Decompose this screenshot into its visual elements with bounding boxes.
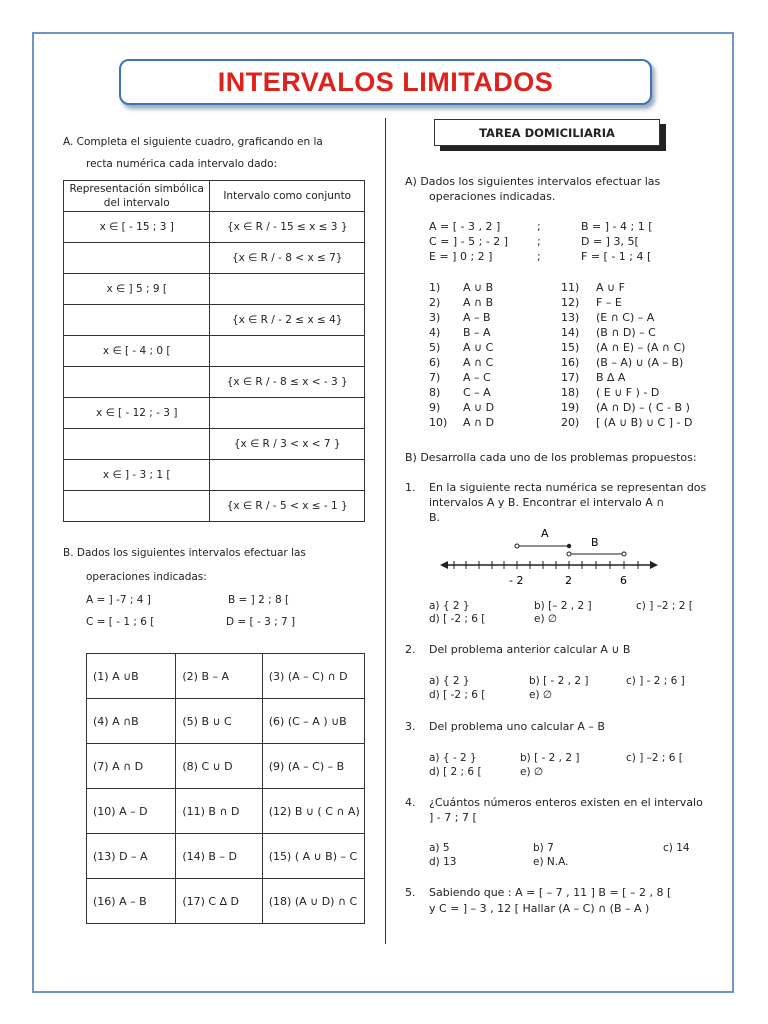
tick-label: 2	[565, 574, 572, 587]
set-cell[interactable]: {x ∈ R / - 2 ≤ x ≤ 4}	[210, 305, 365, 336]
p1-option[interactable]: e) ∅	[534, 613, 558, 625]
p3-option[interactable]: d) [ 2 ; 6 [	[429, 766, 482, 778]
p2-option[interactable]: b) [ - 2 , 2 ]	[529, 675, 589, 687]
interval-b-end-open	[622, 552, 626, 556]
set-cell[interactable]: {x ∈ R / - 8 < x ≤ 7}	[210, 243, 365, 274]
def-semi-1: ;	[537, 220, 541, 233]
section-b-instruction-line1: B. Dados los siguientes intervalos efectuar las	[63, 547, 306, 559]
p5-number: 5.	[405, 886, 416, 899]
grid-cell[interactable]: (17) C ∆ D	[176, 879, 262, 924]
label-b: B	[591, 536, 599, 549]
op-expr: (B ∩ D) – C	[596, 326, 656, 339]
set-cell[interactable]	[210, 460, 365, 491]
p1-line3: B.	[429, 511, 441, 524]
op-expr: A ∪ B	[463, 281, 494, 294]
table-row	[64, 305, 365, 336]
def-left-1: A = [ - 3 , 2 ]	[429, 220, 501, 233]
tick-label: - 2	[509, 574, 524, 587]
op-expr: A ∪ D	[463, 401, 495, 414]
grid-row	[87, 834, 365, 879]
grid-cell[interactable]: (7) A ∩ D	[87, 744, 176, 789]
op-num: 7)	[429, 371, 441, 384]
op-num: 12)	[561, 296, 580, 309]
column-divider	[385, 118, 386, 944]
op-expr: (E ∩ C) – A	[596, 311, 655, 324]
op-num: 17)	[561, 371, 580, 384]
grid-cell[interactable]: (12) B ∪ ( C ∩ A)	[262, 789, 364, 834]
set-cell[interactable]	[210, 398, 365, 429]
op-expr: A – C	[463, 371, 491, 384]
op-num: 10)	[429, 416, 448, 429]
def-right-3: F = [ - 1 ; 4 [	[581, 250, 652, 263]
op-expr: B – A	[463, 326, 491, 339]
op-expr: A ∪ F	[596, 281, 625, 294]
op-expr: A ∪ C	[463, 341, 494, 354]
page-title: INTERVALOS LIMITADOS	[217, 67, 554, 97]
p2-option[interactable]: a) { 2 }	[429, 675, 470, 687]
p5-line1: Sabiendo que : A = [ – 7 , 11 ] B = [ – 2 , 8 [	[429, 886, 672, 899]
op-expr: B ∆ A	[596, 371, 626, 384]
symbolic-cell[interactable]: x ∈ [ - 15 ; 3 ]	[64, 212, 210, 243]
tick-label: 6	[620, 574, 627, 587]
grid-cell[interactable]: (6) (C – A ) ∪B	[262, 699, 364, 744]
p2-option[interactable]: d) [ -2 ; 6 [	[429, 689, 486, 701]
p1-line1: En la siguiente recta numérica se representan dos	[429, 481, 707, 494]
symbolic-cell[interactable]	[64, 243, 210, 274]
p1-option[interactable]: b) [– 2 , 2 ]	[534, 600, 592, 612]
p2-option[interactable]: e) ∅	[529, 689, 553, 701]
def-left-2: C = ] - 5 ; - 2 ]	[429, 235, 509, 248]
grid-cell[interactable]: (2) B – A	[176, 654, 262, 699]
table-row	[64, 274, 365, 305]
p4-number: 4.	[405, 796, 416, 809]
grid-cell[interactable]: (1) A ∪B	[87, 654, 176, 699]
op-expr: A ∩ C	[463, 356, 494, 369]
number-line-diagram	[440, 526, 660, 588]
grid-cell[interactable]: (8) C ∪ D	[176, 744, 262, 789]
header-symbolic: Representación simbólica del intervalo	[64, 181, 210, 212]
p3-option[interactable]: e) ∅	[520, 766, 544, 778]
op-num: 15)	[561, 341, 580, 354]
op-expr: (A ∩ E) – (A ∩ C)	[596, 341, 686, 354]
table-header-row	[64, 181, 365, 212]
op-expr: [ (A ∪ B) ∪ C ] - D	[596, 416, 693, 429]
grid-cell[interactable]: (9) (A – C) – B	[262, 744, 364, 789]
grid-row	[87, 789, 365, 834]
arrow-right-icon	[650, 561, 658, 569]
grid-cell[interactable]: (11) B ∩ D	[176, 789, 262, 834]
op-num: 18)	[561, 386, 580, 399]
grid-row	[87, 699, 365, 744]
p2-option[interactable]: c) ] - 2 ; 6 ]	[626, 675, 685, 687]
op-expr: A ∩ B	[463, 296, 494, 309]
p1-option[interactable]: d) [ -2 ; 6 [	[429, 613, 486, 625]
symbolic-cell[interactable]: x ∈ ] 5 ; 9 [	[64, 274, 210, 305]
p4-option[interactable]: a) 5	[429, 842, 450, 854]
label-a: A	[541, 527, 549, 540]
table-row	[64, 336, 365, 367]
op-num: 8)	[429, 386, 441, 399]
section-b-instruction-line2: operaciones indicadas:	[86, 571, 207, 583]
interval-b-start-open	[567, 552, 571, 556]
symbolic-cell[interactable]: x ∈ [ - 12 ; - 3 ]	[64, 398, 210, 429]
grid-row	[87, 744, 365, 789]
p3-text: Del problema uno calcular A – B	[429, 720, 605, 733]
op-num: 4)	[429, 326, 441, 339]
table-row	[64, 398, 365, 429]
op-num: 5)	[429, 341, 441, 354]
title-banner	[119, 59, 652, 105]
op-expr: (A ∩ D) – ( C - B )	[596, 401, 690, 414]
p3-option[interactable]: c) ] –2 ; 6 [	[626, 752, 683, 764]
symbolic-cell[interactable]: x ∈ ] - 3 ; 1 [	[64, 460, 210, 491]
def-d: D = [ - 3 ; 7 ]	[226, 616, 296, 628]
def-a: A = ] -7 ; 4 ]	[86, 594, 151, 606]
table-row	[64, 429, 365, 460]
p1-option[interactable]: a) { 2 }	[429, 600, 470, 612]
table-row	[64, 491, 365, 522]
symbolic-cell[interactable]	[64, 491, 210, 522]
grid-cell[interactable]: (10) A – D	[87, 789, 176, 834]
symbolic-cell[interactable]: x ∈ [ - 4 ; 0 [	[64, 336, 210, 367]
table-row	[64, 243, 365, 274]
op-expr: (B – A) ∪ (A – B)	[596, 356, 684, 369]
def-right-1: B = ] - 4 ; 1 [	[581, 220, 653, 233]
tarea-a-line1: A) Dados los siguientes intervalos efectuar las	[405, 175, 661, 188]
symbolic-cell[interactable]	[64, 305, 210, 336]
p4-option[interactable]: d) 13	[429, 856, 457, 868]
p3-number: 3.	[405, 720, 416, 733]
p1-option[interactable]: c) ] –2 ; 2 [	[636, 600, 693, 612]
grid-cell[interactable]: (16) A – B	[87, 879, 176, 924]
p2-number: 2.	[405, 643, 416, 656]
def-b: B = ] 2 ; 8 [	[228, 594, 290, 606]
p4-line2: ] - 7 ; 7 [	[429, 811, 477, 824]
p3-option[interactable]: a) { - 2 }	[429, 752, 477, 764]
grid-cell[interactable]: (3) (A – C) ∩ D	[262, 654, 364, 699]
op-expr: A ∩ D	[463, 416, 495, 429]
p1-number: 1.	[405, 481, 416, 494]
op-num: 9)	[429, 401, 441, 414]
op-expr: ( E ∪ F ) - D	[596, 386, 660, 399]
interval-a-end-closed	[567, 544, 571, 548]
grid-cell[interactable]: (13) D – A	[87, 834, 176, 879]
table-row	[64, 367, 365, 398]
p2-text: Del problema anterior calcular A ∪ B	[429, 643, 631, 656]
op-num: 16)	[561, 356, 580, 369]
section-a-instruction-line2: recta numérica cada intervalo dado:	[86, 158, 278, 170]
p4-option[interactable]: b) 7	[533, 842, 554, 854]
def-left-3: E = ] 0 ; 2 ]	[429, 250, 493, 263]
interval-a-start-open	[515, 544, 519, 548]
set-cell[interactable]	[210, 336, 365, 367]
op-num: 20)	[561, 416, 580, 429]
op-expr: A – B	[463, 311, 491, 324]
tarea-banner	[434, 119, 667, 150]
op-expr: F – E	[596, 296, 622, 309]
op-num: 13)	[561, 311, 580, 324]
grid-cell[interactable]: (14) B – D	[176, 834, 262, 879]
op-num: 19)	[561, 401, 580, 414]
p4-option[interactable]: e) N.A.	[533, 856, 569, 868]
interval-table	[63, 180, 365, 522]
grid-cell[interactable]: (5) B ∪ C	[176, 699, 262, 744]
section-a-instruction-line1: A. Completa el siguiente cuadro, graficando en la	[63, 136, 323, 148]
def-c: C = [ - 1 ; 6 [	[86, 616, 155, 628]
symbolic-cell[interactable]	[64, 429, 210, 460]
operations-grid	[86, 653, 365, 924]
tarea-a-line2: operaciones indicadas.	[429, 190, 556, 203]
p5-line2: y C = ] – 3 , 12 [ Hallar (A – C) ∩ (B – A )	[429, 902, 650, 915]
def-semi-3: ;	[537, 250, 541, 263]
table-row	[64, 212, 365, 243]
op-num: 2)	[429, 296, 441, 309]
symbolic-cell[interactable]	[64, 367, 210, 398]
set-cell[interactable]: {x ∈ R / 3 < x < 7 }	[210, 429, 365, 460]
def-semi-2: ;	[537, 235, 541, 248]
table-row	[64, 460, 365, 491]
p3-option[interactable]: b) [ - 2 , 2 ]	[520, 752, 580, 764]
set-cell[interactable]	[210, 274, 365, 305]
set-cell[interactable]: {x ∈ R / - 15 ≤ x ≤ 3 }	[210, 212, 365, 243]
grid-cell[interactable]: (15) ( A ∪ B) – C	[262, 834, 364, 879]
grid-row	[87, 879, 365, 924]
op-num: 14)	[561, 326, 580, 339]
op-expr: C – A	[463, 386, 491, 399]
grid-cell[interactable]: (18) (A ∪ D) ∩ C	[262, 879, 364, 924]
op-num: 1)	[429, 281, 441, 294]
arrow-left-icon	[440, 561, 448, 569]
set-cell[interactable]: {x ∈ R / - 8 ≤ x < - 3 }	[210, 367, 365, 398]
def-right-2: D = ] 3, 5[	[581, 235, 639, 248]
op-num: 6)	[429, 356, 441, 369]
tarea-label: TAREA DOMICILIARIA	[434, 119, 660, 146]
op-num: 11)	[561, 281, 580, 294]
p1-line2: intervalos A y B. Encontrar el intervalo A ∩	[429, 496, 665, 509]
p4-option[interactable]: c) 14	[663, 842, 690, 854]
op-num: 3)	[429, 311, 441, 324]
p4-line1: ¿Cuántos números enteros existen en el intervalo	[429, 796, 703, 809]
grid-cell[interactable]: (4) A ∩B	[87, 699, 176, 744]
header-set: Intervalo como conjunto	[210, 181, 365, 212]
tarea-b-intro: B) Desarrolla cada uno de los problemas propuestos:	[405, 451, 697, 464]
set-cell[interactable]: {x ∈ R / - 5 < x ≤ - 1 }	[210, 491, 365, 522]
grid-row	[87, 654, 365, 699]
